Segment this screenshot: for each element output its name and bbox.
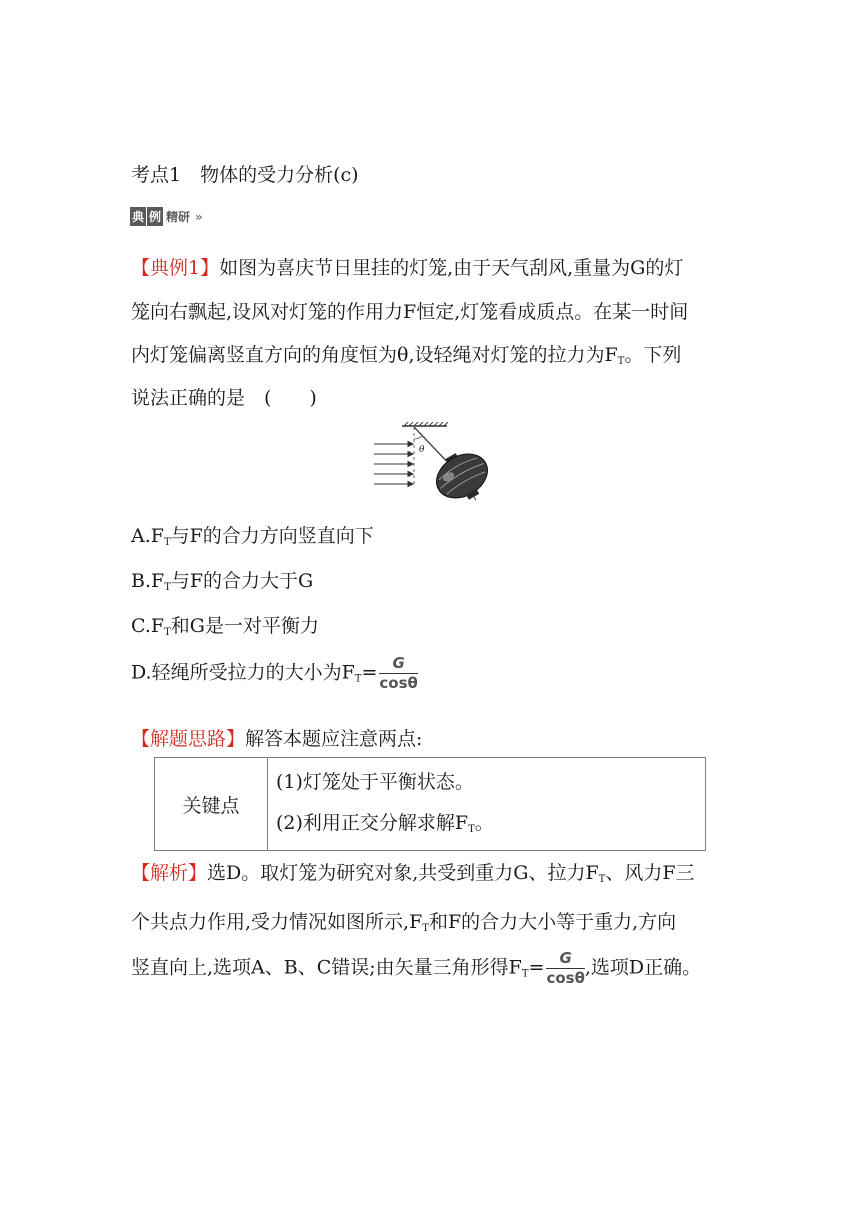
analysis-equals: = xyxy=(528,956,545,979)
analysis-tag: 【解析】 xyxy=(131,862,208,884)
option-c xyxy=(131,611,319,638)
analysis-line-2 xyxy=(131,907,676,934)
example-text-3a: 内灯笼偏离竖直方向的角度恒为θ,设轻绳对灯笼的拉力为F xyxy=(131,344,618,366)
keypoint-1: (1)灯笼处于平衡状态。 xyxy=(276,771,474,793)
theta-label: θ xyxy=(419,445,425,455)
example-line-3 xyxy=(131,340,681,367)
section-heading: 考点1 物体的受力分析(c) xyxy=(131,164,359,186)
example-tag: 【典例1】 xyxy=(131,257,220,279)
approach-tag: 【解题思路】 xyxy=(131,728,246,750)
analysis-line-1 xyxy=(131,858,695,885)
analysis-text-3c: ,选项D正确。 xyxy=(584,956,702,979)
option-a-prefix: A.F xyxy=(131,525,164,547)
keypoints-table xyxy=(154,757,706,851)
fraction-numerator: G xyxy=(546,951,584,969)
subscript-t: T xyxy=(617,356,625,367)
analysis-line-3 xyxy=(131,951,701,986)
option-d-equals: = xyxy=(361,661,378,684)
subscript-t: T xyxy=(598,874,606,885)
keypoints-content xyxy=(268,758,706,851)
analysis-text-3a: 竖直向上,选项A、B、C错误;由矢量三角形得F xyxy=(131,956,522,979)
lantern-diagram xyxy=(370,422,500,502)
keypoints-header: 关键点 xyxy=(155,758,268,851)
keypoint-2-end: 。 xyxy=(474,812,494,834)
fraction-denominator: cosθ xyxy=(379,674,418,692)
fraction-denominator: cosθ xyxy=(546,969,585,987)
badge-char-2: 例 xyxy=(147,207,163,226)
option-b-prefix: B.F xyxy=(131,570,165,592)
fraction-g-over-cos-theta xyxy=(379,656,417,691)
option-d-prefix: D.轻绳所受拉力的大小为F xyxy=(131,661,355,684)
analysis-text-2a: 个共点力作用,受力情况如图所示,F xyxy=(131,911,423,933)
option-c-text: 和G是一对平衡力 xyxy=(170,615,319,637)
keypoint-2-text: (2)利用正交分解求解F xyxy=(276,812,469,834)
badge-char-1: 典 xyxy=(130,207,146,226)
subscript-t: T xyxy=(422,923,429,934)
analysis-text-2b: 和F的合力大小等于重力,方向 xyxy=(428,911,677,933)
example-line-4: 说法正确的是 ( ) xyxy=(131,387,317,409)
subscript-t: T xyxy=(354,673,362,685)
option-b-text: 与F的合力大于G xyxy=(170,570,314,592)
subscript-t: T xyxy=(164,627,171,638)
approach-line xyxy=(131,724,422,751)
analysis-text-1b: 、风力F三 xyxy=(605,862,695,884)
subscript-t: T xyxy=(164,582,171,593)
badge-char-3: 精研 xyxy=(166,210,191,224)
subscript-t: T xyxy=(163,537,171,548)
example-text-3b: 。下列 xyxy=(624,344,682,366)
fraction-g-over-cos-theta xyxy=(546,951,584,986)
option-b xyxy=(131,566,313,593)
subscript-t: T xyxy=(468,824,475,835)
approach-text: 解答本题应注意两点: xyxy=(245,728,423,750)
badge-arrow-icon: » xyxy=(195,210,203,224)
example-line-1 xyxy=(131,253,683,280)
option-d xyxy=(131,656,418,691)
example-text-1: 如图为喜庆节日里挂的灯笼,由于天气刮风,重量为G的灯 xyxy=(219,257,684,279)
subscript-t: T xyxy=(521,968,529,980)
keypoint-2 xyxy=(276,803,705,850)
analysis-text-1a: 选D。取灯笼为研究对象,共受到重力G、拉力F xyxy=(207,862,599,884)
option-c-prefix: C.F xyxy=(131,615,165,637)
option-a-text: 与F的合力方向竖直向下 xyxy=(170,525,374,547)
fraction-numerator: G xyxy=(379,656,417,674)
example-study-badge xyxy=(130,207,206,226)
example-line-2: 笼向右飘起,设风对灯笼的作用力F恒定,灯笼看成质点。在某一时间 xyxy=(131,301,689,323)
option-a xyxy=(131,521,374,548)
